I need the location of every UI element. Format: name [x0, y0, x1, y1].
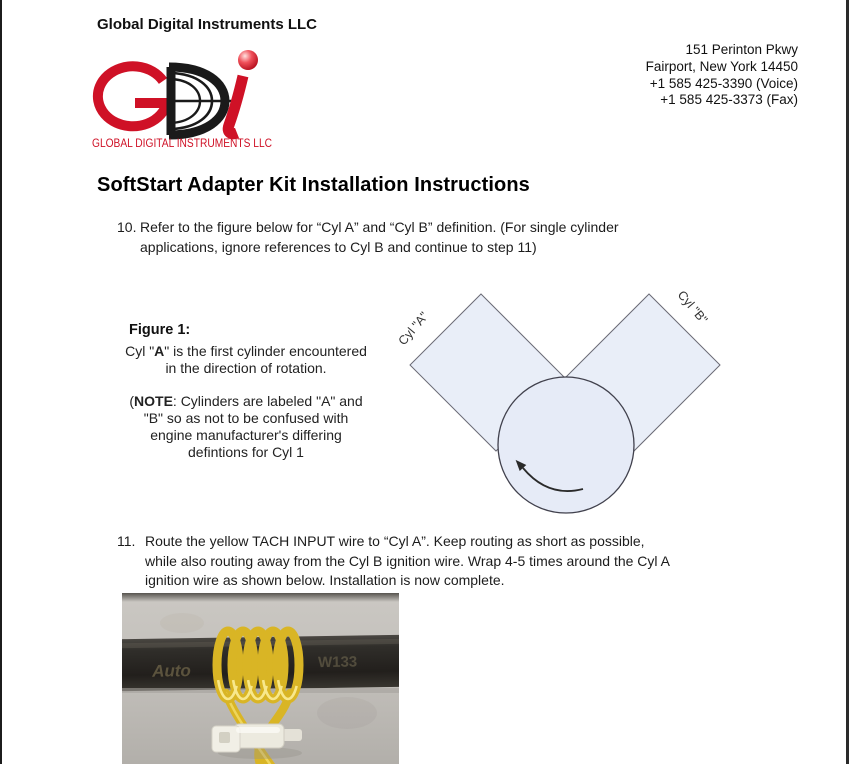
wall-stain [160, 613, 204, 633]
caption-line: Cyl "A" is the first cylinder encountered [125, 343, 367, 359]
wall-stain [317, 697, 377, 729]
company-name: Global Digital Instruments LLC [97, 16, 318, 33]
logo-caption: GLOBAL DIGITAL INSTRUMENTS LLC [92, 138, 272, 150]
figure-note [100, 393, 392, 461]
address-line: 151 Perinton Pkwy [685, 42, 798, 57]
step-11-text [145, 532, 670, 591]
step-11-number: 11. [117, 533, 136, 549]
crankcase-circle [498, 377, 634, 513]
step-10 [117, 218, 619, 257]
caption-line: in the direction of rotation. [165, 360, 327, 376]
note-line: (NOTE: Cylinders are labeled "A" and [129, 393, 363, 409]
cable-tie-highlight [236, 727, 280, 733]
page-edge-left [0, 0, 2, 764]
cable-marking-left: Auto [151, 661, 191, 681]
cable-tie-tail [282, 729, 302, 741]
step-10-line: applications, ignore references to Cyl B and continue to step 11) [140, 238, 537, 255]
logo-letter-i [228, 76, 243, 134]
step-10-text [140, 218, 619, 257]
note-line: defintions for Cyl 1 [188, 444, 304, 460]
step-11-line: ignition wire as shown below. Installation is now complete. [145, 572, 505, 588]
note-line: engine manufacturer's differing [150, 427, 342, 443]
gdi-logo [85, 45, 285, 155]
logo-letter-g [98, 66, 167, 126]
cable-marking-right: W133 [317, 653, 358, 672]
address-line: +1 585 425-3390 (Voice) [649, 75, 798, 91]
step-10-number: 10. [117, 219, 137, 235]
photo-top-shadow [122, 593, 399, 602]
cable-tie-head-slot [219, 732, 230, 743]
wire-photo [122, 593, 399, 764]
figure-caption [100, 322, 392, 461]
step-10-line: Refer to the figure below for “Cyl A” and “Cyl B” definition. (For single cylinder [140, 219, 619, 235]
figure-title: Figure 1: [129, 322, 191, 338]
step-11-line: Route the yellow TACH INPUT wire to “Cyl A”. Keep routing as short as possible, [145, 533, 645, 549]
engine-diagram [393, 282, 737, 524]
logo-i-dot-ball [238, 50, 258, 70]
address-block [646, 42, 798, 109]
step-11-line: while also routing away from the Cyl B ignition wire. Wrap 4-5 times around the Cyl A [145, 552, 670, 569]
cyl-b-label: Cyl "B" [674, 287, 711, 327]
cyl-a-label: Cyl "A" [395, 309, 432, 348]
note-line: "B" so as not to be confused with [143, 410, 349, 426]
page-title: SoftStart Adapter Kit Installation Instructions [97, 174, 530, 196]
address-line: Fairport, New York 14450 [645, 58, 798, 74]
step-11 [117, 532, 670, 591]
address-line: +1 585 425-3373 (Fax) [660, 92, 798, 108]
